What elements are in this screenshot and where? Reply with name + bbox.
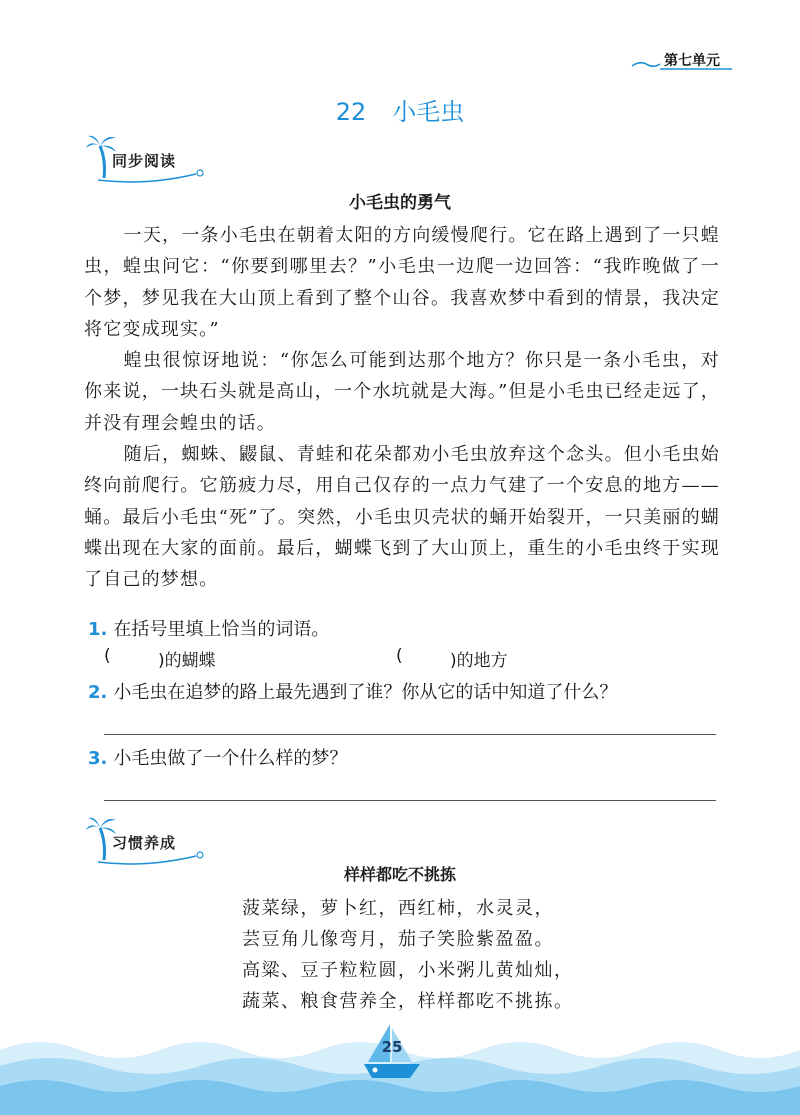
- blank-2-input[interactable]: )的地方: [450, 651, 508, 671]
- poem-title: 样样都吃不挑拣: [343, 865, 456, 884]
- blank-1-input[interactable]: )的蝴蝶: [158, 651, 216, 671]
- lesson-name: 小毛虫: [392, 98, 465, 126]
- question-3: [88, 744, 347, 770]
- poem-line: 高粱、豆子粒粒圆，小米粥儿黄灿灿，: [242, 960, 574, 981]
- blank-2-open: (: [396, 646, 403, 666]
- story-paragraph: 随后，蜘蛛、鼹鼠、青蛙和花朵都劝小毛虫放弃这个念头。但小毛虫始终向前爬行。它筋疲力尽，用自己仅存的一点力气建了一个安息的地方——蛹。最后小毛虫“死”了。突然，小毛虫贝壳状的蛹开始裂开，一只美丽的蝴蝶出现在大家的面前。最后，蝴蝶飞到了大山顶上，重生的小毛虫终于实现了自己的梦想。: [84, 444, 720, 591]
- poem-line: 菠菜绿，萝卜红，西红柿，水灵灵，: [242, 898, 554, 919]
- question-1: [88, 615, 329, 641]
- story-body: [84, 220, 720, 596]
- blank-1-open: (: [104, 646, 111, 666]
- lesson-title: [0, 92, 800, 127]
- unit-label: 第七单元: [664, 53, 720, 69]
- answer-line-2[interactable]: [104, 734, 716, 735]
- question-text: 在括号里填上恰当的词语。: [113, 619, 330, 640]
- question-number: 3.: [88, 748, 108, 769]
- question-text: 小毛虫做了一个什么样的梦？: [113, 748, 348, 769]
- wave-footer: [0, 1020, 800, 1115]
- story-title: 小毛虫的勇气: [349, 193, 451, 213]
- lesson-number: 22: [335, 98, 367, 126]
- section-label-habit: 习惯养成: [112, 834, 177, 852]
- page-number: 25: [381, 1038, 403, 1056]
- question-number: 1.: [88, 619, 108, 640]
- poem-line: 蔬菜、粮食营养全，样样都吃不挑拣。: [242, 991, 574, 1012]
- answer-line-3[interactable]: [104, 800, 716, 801]
- story-paragraph: 一天，一条小毛虫在朝着太阳的方向缓慢爬行。它在路上遇到了一只蝗虫，蝗虫问它：“你要到哪里去？”小毛虫一边爬一边回答：“我昨晚做了一个梦，梦见我在大山顶上看到了整个山谷。我喜欢梦中看到的情景，我决定将它变成现实。”: [84, 225, 720, 340]
- section-label-reading: 同步阅读: [112, 152, 177, 170]
- question-2: [88, 678, 617, 704]
- story-paragraph: 蝗虫很惊讶地说：“你怎么可能到达那个地方？你只是一条小毛虫，对你来说，一块石头就是高山，一个水坑就是大海。”但是小毛虫已经走远了，并没有理会蝗虫的话。: [84, 350, 720, 434]
- section-header-reading: [86, 130, 226, 190]
- question-text: 小毛虫在追梦的路上最先遇到了谁？你从它的话中知道了什么？: [113, 682, 618, 703]
- poem-line: 芸豆角儿像弯月，茄子笑脸紫盈盈。: [242, 929, 554, 950]
- unit-tag: [560, 44, 740, 74]
- poem-body: [242, 893, 662, 1017]
- question-number: 2.: [88, 682, 108, 703]
